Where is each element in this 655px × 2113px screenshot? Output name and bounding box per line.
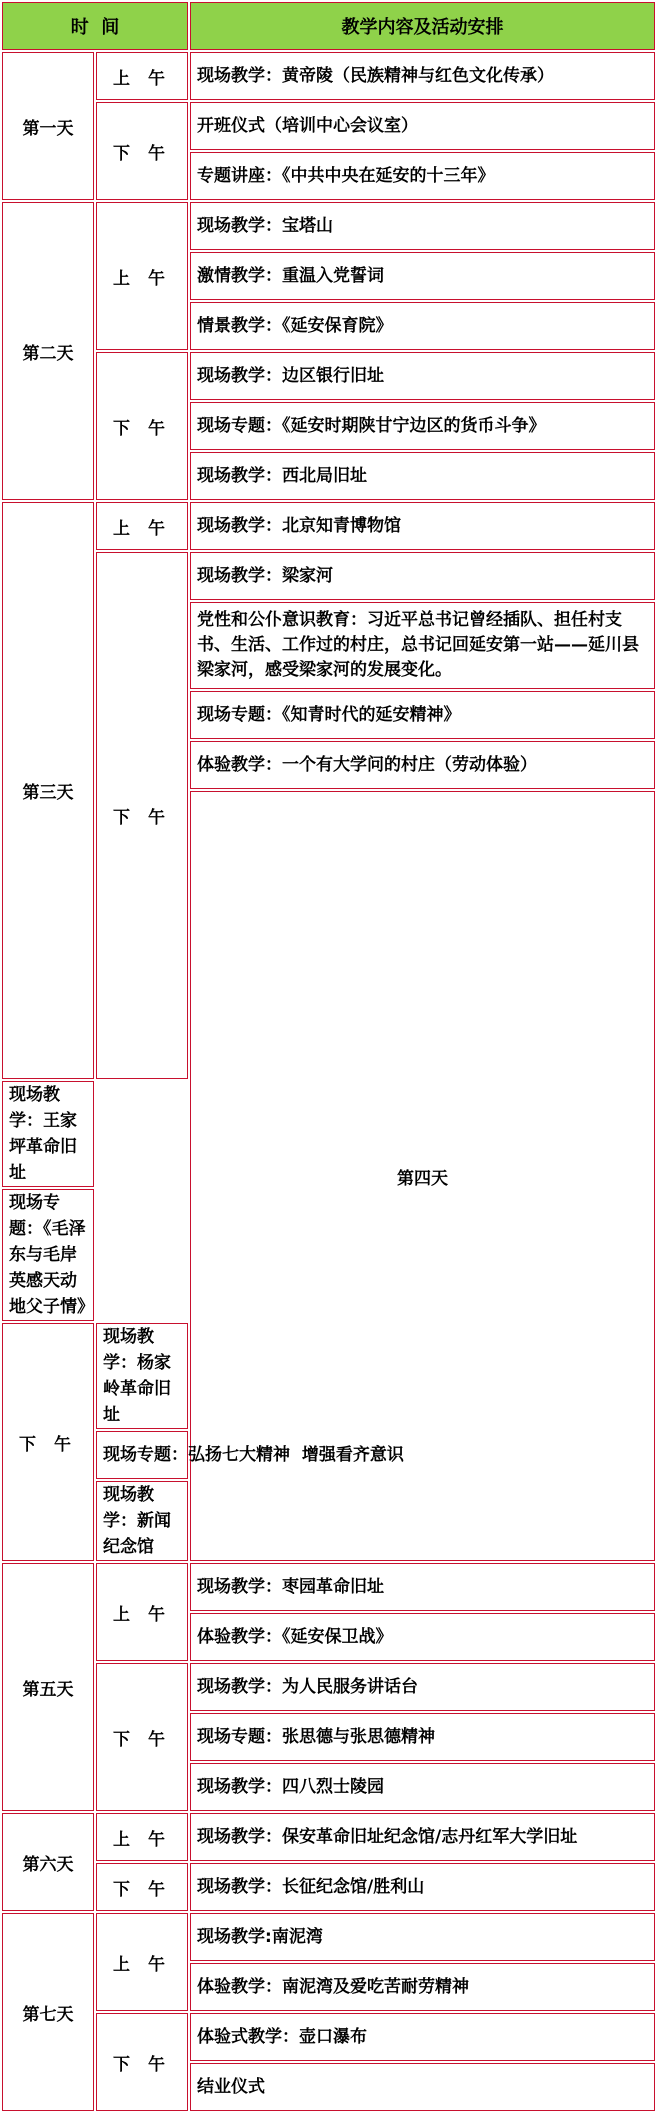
period-label: 下 午 xyxy=(96,352,188,500)
period-label: 上 午 xyxy=(96,1913,188,2011)
activity-cell: 现场教学：宝塔山 xyxy=(190,202,655,250)
table-row xyxy=(2,1913,655,1961)
day-label: 第二天 xyxy=(2,202,94,500)
table-row xyxy=(2,1663,655,1711)
table-row xyxy=(2,352,655,400)
period-label: 下 午 xyxy=(96,1863,188,1911)
activity-cell: 现场教学：新闻纪念馆 xyxy=(96,1481,188,1561)
day-label: 第三天 xyxy=(2,502,94,1079)
table-row xyxy=(2,202,655,250)
table-row xyxy=(2,1863,655,1911)
period-label: 下 午 xyxy=(96,552,188,1079)
activity-cell: 现场教学：杨家岭革命旧址 xyxy=(96,1323,188,1429)
activity-cell: 现场教学：边区银行旧址 xyxy=(190,352,655,400)
activity-cell: 现场教学：四八烈士陵园 xyxy=(190,1763,655,1811)
activity-cell: 开班仪式（培训中心会议室） xyxy=(190,102,655,150)
activity-cell: 现场教学：梁家河 xyxy=(190,552,655,600)
activity-cell: 现场专题：《毛泽东与毛岸英感天动地父子情》 xyxy=(2,1189,94,1321)
activity-cell: 体验式教学：壶口瀑布 xyxy=(190,2013,655,2061)
period-label: 上 午 xyxy=(96,502,188,550)
table-row xyxy=(2,102,655,150)
table-row xyxy=(2,52,655,100)
table-row xyxy=(2,502,655,550)
activity-cell: 现场教学：为人民服务讲话台 xyxy=(190,1663,655,1711)
activity-cell: 体验教学：一个有大学问的村庄（劳动体验） xyxy=(190,741,655,789)
activity-cell: 现场教学：枣园革命旧址 xyxy=(190,1563,655,1611)
activity-cell: 体验教学：《延安保卫战》 xyxy=(190,1613,655,1661)
activity-cell: 党性和公仆意识教育：习近平总书记曾经插队、担任村支书、生活、工作过的村庄，总书记回延安第一站——延川县梁家河，感受梁家河的发展变化。 xyxy=(190,602,655,689)
activity-cell: 情景教学：《延安保育院》 xyxy=(190,302,655,350)
period-label: 下 午 xyxy=(96,102,188,200)
activity-cell: 现场教学：长征纪念馆/胜利山 xyxy=(190,1863,655,1911)
period-label: 下 午 xyxy=(96,1663,188,1811)
activity-cell: 结业仪式 xyxy=(190,2063,655,2111)
table-row xyxy=(2,1813,655,1861)
table-row xyxy=(2,2013,655,2061)
activity-cell: 现场专题：弘扬七大精神 增强看齐意识 xyxy=(96,1431,188,1479)
activity-cell: 体验教学：南泥湾及爱吃苦耐劳精神 xyxy=(190,1963,655,2011)
day-label: 第四天 xyxy=(190,791,655,1561)
day-label: 第一天 xyxy=(2,52,94,200)
header-time: 时 间 xyxy=(2,2,188,50)
table-row xyxy=(2,552,655,600)
activity-cell: 专题讲座：《中共中央在延安的十三年》 xyxy=(190,152,655,200)
period-label: 上 午 xyxy=(96,202,188,350)
day-label: 第七天 xyxy=(2,1913,94,2111)
activity-cell: 现场教学:南泥湾 xyxy=(190,1913,655,1961)
activity-cell: 现场教学：黄帝陵（民族精神与红色文化传承） xyxy=(190,52,655,100)
activity-cell: 现场专题：张思德与张思德精神 xyxy=(190,1713,655,1761)
period-label: 下 午 xyxy=(2,1323,94,1561)
period-label: 下 午 xyxy=(96,2013,188,2111)
header-row xyxy=(2,2,655,50)
activity-cell: 现场教学：西北局旧址 xyxy=(190,452,655,500)
activity-cell: 现场专题：《知青时代的延安精神》 xyxy=(190,691,655,739)
activity-cell: 现场专题：《延安时期陕甘宁边区的货币斗争》 xyxy=(190,402,655,450)
activity-cell: 现场教学：保安革命旧址纪念馆/志丹红军大学旧址 xyxy=(190,1813,655,1861)
day-label: 第五天 xyxy=(2,1563,94,1811)
table-row xyxy=(2,1563,655,1611)
period-label: 上 午 xyxy=(96,1563,188,1661)
period-label: 上 午 xyxy=(96,52,188,100)
activity-cell: 现场教学：北京知青博物馆 xyxy=(190,502,655,550)
activity-cell: 现场教学：王家坪革命旧址 xyxy=(2,1081,94,1187)
day-label: 第六天 xyxy=(2,1813,94,1911)
period-label: 上 午 xyxy=(96,1813,188,1861)
header-content: 教学内容及活动安排 xyxy=(190,2,655,50)
activity-cell: 激情教学：重温入党誓词 xyxy=(190,252,655,300)
